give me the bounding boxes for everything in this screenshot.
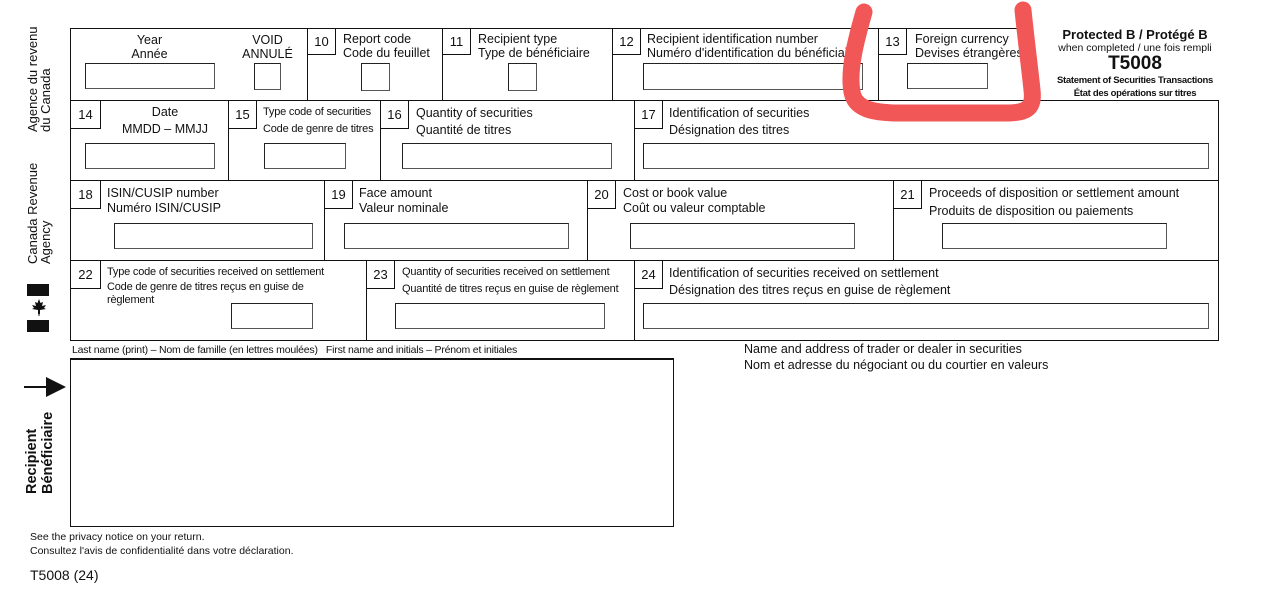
box-21-label-en: Proceeds of disposition or settlement amount bbox=[929, 186, 1180, 200]
box-16-number: 16 bbox=[381, 101, 409, 129]
box-12-input[interactable] bbox=[643, 63, 863, 90]
box-15-label-en: Type code of securities bbox=[263, 106, 371, 118]
box-24-label-fr: Désignation des titres reçus en guise de règlement bbox=[669, 283, 951, 297]
recipient-address-input[interactable] bbox=[70, 358, 674, 527]
box-22-label-en: Type code of securities received on settlement bbox=[107, 266, 325, 278]
box-10-input[interactable] bbox=[361, 63, 390, 91]
box-18-isin-cusip bbox=[70, 180, 325, 261]
agency-name-fr-line1: Agence du revenu bbox=[25, 26, 40, 132]
form-title-block bbox=[1040, 27, 1230, 101]
box-17-number: 17 bbox=[635, 101, 663, 129]
box-19-input[interactable] bbox=[344, 223, 569, 249]
box-22-input[interactable] bbox=[231, 303, 313, 329]
box-22-type-code-settlement bbox=[70, 260, 367, 341]
box-17-label-en: Identification of securities bbox=[669, 106, 810, 120]
box-year bbox=[70, 28, 229, 101]
box-22-label-fr-2: règlement bbox=[107, 294, 155, 306]
box-17-identification bbox=[634, 100, 1219, 181]
void-label-fr: ANNULÉ bbox=[242, 47, 293, 61]
box-10-label-fr: Code du feuillet bbox=[343, 46, 430, 60]
agency-name-en bbox=[26, 163, 52, 264]
form-title-fr: État des opérations sur titres bbox=[1073, 88, 1197, 99]
box-15-input[interactable] bbox=[264, 143, 346, 169]
box-11-label-en: Recipient type bbox=[478, 32, 558, 46]
form-title-en: Statement of Securities Transactions bbox=[1056, 75, 1214, 86]
box-11-number: 11 bbox=[443, 29, 471, 55]
year-label-en: Year bbox=[136, 33, 163, 47]
box-10-report-code bbox=[307, 28, 443, 101]
box-21-label-fr: Produits de disposition ou paiements bbox=[929, 204, 1134, 218]
recipient-side-label-en: Recipient bbox=[24, 428, 40, 494]
void-checkbox[interactable] bbox=[254, 63, 281, 90]
box-24-number: 24 bbox=[635, 261, 663, 289]
box-15-label-fr: Code de genre de titres bbox=[263, 123, 374, 135]
box-12-label-en: Recipient identification number bbox=[647, 32, 818, 46]
box-14-input[interactable] bbox=[85, 143, 215, 169]
box-10-label-en: Report code bbox=[343, 32, 412, 46]
form-code: T5008 bbox=[1108, 53, 1162, 74]
recipient-side-label-fr: Bénéficiaire bbox=[40, 411, 56, 494]
box-19-face-amount bbox=[324, 180, 588, 261]
void-label-en: VOID bbox=[252, 33, 283, 47]
box-22-number: 22 bbox=[71, 261, 101, 289]
box-23-input[interactable] bbox=[395, 303, 605, 329]
box-13-number: 13 bbox=[879, 29, 907, 55]
box-16-label-fr: Quantité de titres bbox=[416, 123, 512, 137]
box-14-label-fr: MMDD – MMJJ bbox=[121, 122, 209, 136]
dealer-label-en: Name and address of trader or dealer in securities bbox=[744, 342, 1022, 356]
box-15-type-code bbox=[228, 100, 381, 181]
year-label-fr: Année bbox=[131, 47, 168, 61]
box-19-number: 19 bbox=[325, 181, 353, 209]
box-14-number: 14 bbox=[71, 101, 101, 129]
form-version: T5008 (24) bbox=[30, 567, 99, 583]
box-24-identification-settlement bbox=[634, 260, 1219, 341]
box-24-input[interactable] bbox=[643, 303, 1209, 329]
protected-label: Protected B / Protégé B bbox=[1062, 27, 1208, 42]
box-18-input[interactable] bbox=[114, 223, 313, 249]
box-14-date bbox=[70, 100, 229, 181]
box-12-number: 12 bbox=[613, 29, 641, 55]
box-19-label-fr: Valeur nominale bbox=[359, 201, 449, 215]
box-20-input[interactable] bbox=[630, 223, 855, 249]
box-23-label-en: Quantity of securities received on settlement bbox=[402, 266, 610, 278]
dealer-label-fr: Nom et adresse du négociant ou du courtier en valeurs bbox=[744, 358, 1049, 372]
agency-name-fr bbox=[26, 26, 52, 132]
box-18-label-en: ISIN/CUSIP number bbox=[107, 186, 219, 200]
arrow-right-icon bbox=[24, 377, 68, 397]
recipient-side-label bbox=[24, 412, 56, 494]
box-20-label-fr: Coût ou valeur comptable bbox=[623, 201, 766, 215]
box-18-label-fr: Numéro ISIN/CUSIP bbox=[107, 201, 221, 215]
box-20-cost bbox=[587, 180, 894, 261]
recipient-name-label: Last name (print) – Nom de famille (en lettres moulées) First name and initials – Prénom et initiales bbox=[72, 344, 518, 356]
box-23-label-fr: Quantité de titres reçus en guise de règlement bbox=[402, 283, 619, 295]
box-15-number: 15 bbox=[229, 101, 257, 129]
agency-name-en-line2: Agency bbox=[38, 220, 53, 264]
box-21-proceeds bbox=[893, 180, 1219, 261]
box-12-label-fr: Numéro d'identification du bénéficiaire bbox=[647, 46, 859, 60]
box-12-recipient-id bbox=[612, 28, 879, 101]
box-10-number: 10 bbox=[308, 29, 336, 55]
box-13-label-fr: Devises étrangères bbox=[915, 46, 1023, 60]
box-void bbox=[228, 28, 308, 101]
when-completed-label: when completed / une fois rempli bbox=[1058, 42, 1212, 54]
box-24-label-en: Identification of securities received on settlement bbox=[669, 266, 939, 280]
year-input[interactable] bbox=[85, 63, 215, 89]
canada-flag-icon bbox=[27, 284, 49, 332]
box-11-label-fr: Type de bénéficiaire bbox=[478, 46, 590, 60]
box-13-label-en: Foreign currency bbox=[915, 32, 1009, 46]
agency-name-fr-line2: du Canada bbox=[38, 68, 53, 132]
agency-name-en-line1: Canada Revenue bbox=[25, 162, 40, 264]
box-16-quantity bbox=[380, 100, 635, 181]
box-19-label-en: Face amount bbox=[359, 186, 432, 200]
box-20-number: 20 bbox=[588, 181, 616, 209]
box-16-label-en: Quantity of securities bbox=[416, 106, 533, 120]
box-17-input[interactable] bbox=[643, 143, 1209, 169]
box-13-foreign-currency bbox=[878, 28, 1032, 101]
box-23-quantity-settlement bbox=[366, 260, 635, 341]
box-11-recipient-type bbox=[442, 28, 613, 101]
privacy-notice-en: See the privacy notice on your return. bbox=[30, 531, 205, 543]
box-23-number: 23 bbox=[367, 261, 395, 289]
box-22-label-fr: Code de genre de titres reçus en guise de bbox=[107, 281, 304, 293]
box-16-input[interactable] bbox=[402, 143, 612, 169]
box-18-number: 18 bbox=[71, 181, 101, 209]
box-14-label-en: Date bbox=[151, 105, 179, 119]
box-21-input[interactable] bbox=[942, 223, 1167, 249]
box-11-input[interactable] bbox=[508, 63, 537, 91]
box-13-input[interactable] bbox=[907, 63, 988, 89]
box-21-number: 21 bbox=[894, 181, 922, 209]
box-20-label-en: Cost or book value bbox=[623, 186, 728, 200]
box-17-label-fr: Désignation des titres bbox=[669, 123, 790, 137]
privacy-notice-fr: Consultez l'avis de confidentialité dans votre déclaration. bbox=[30, 545, 294, 557]
